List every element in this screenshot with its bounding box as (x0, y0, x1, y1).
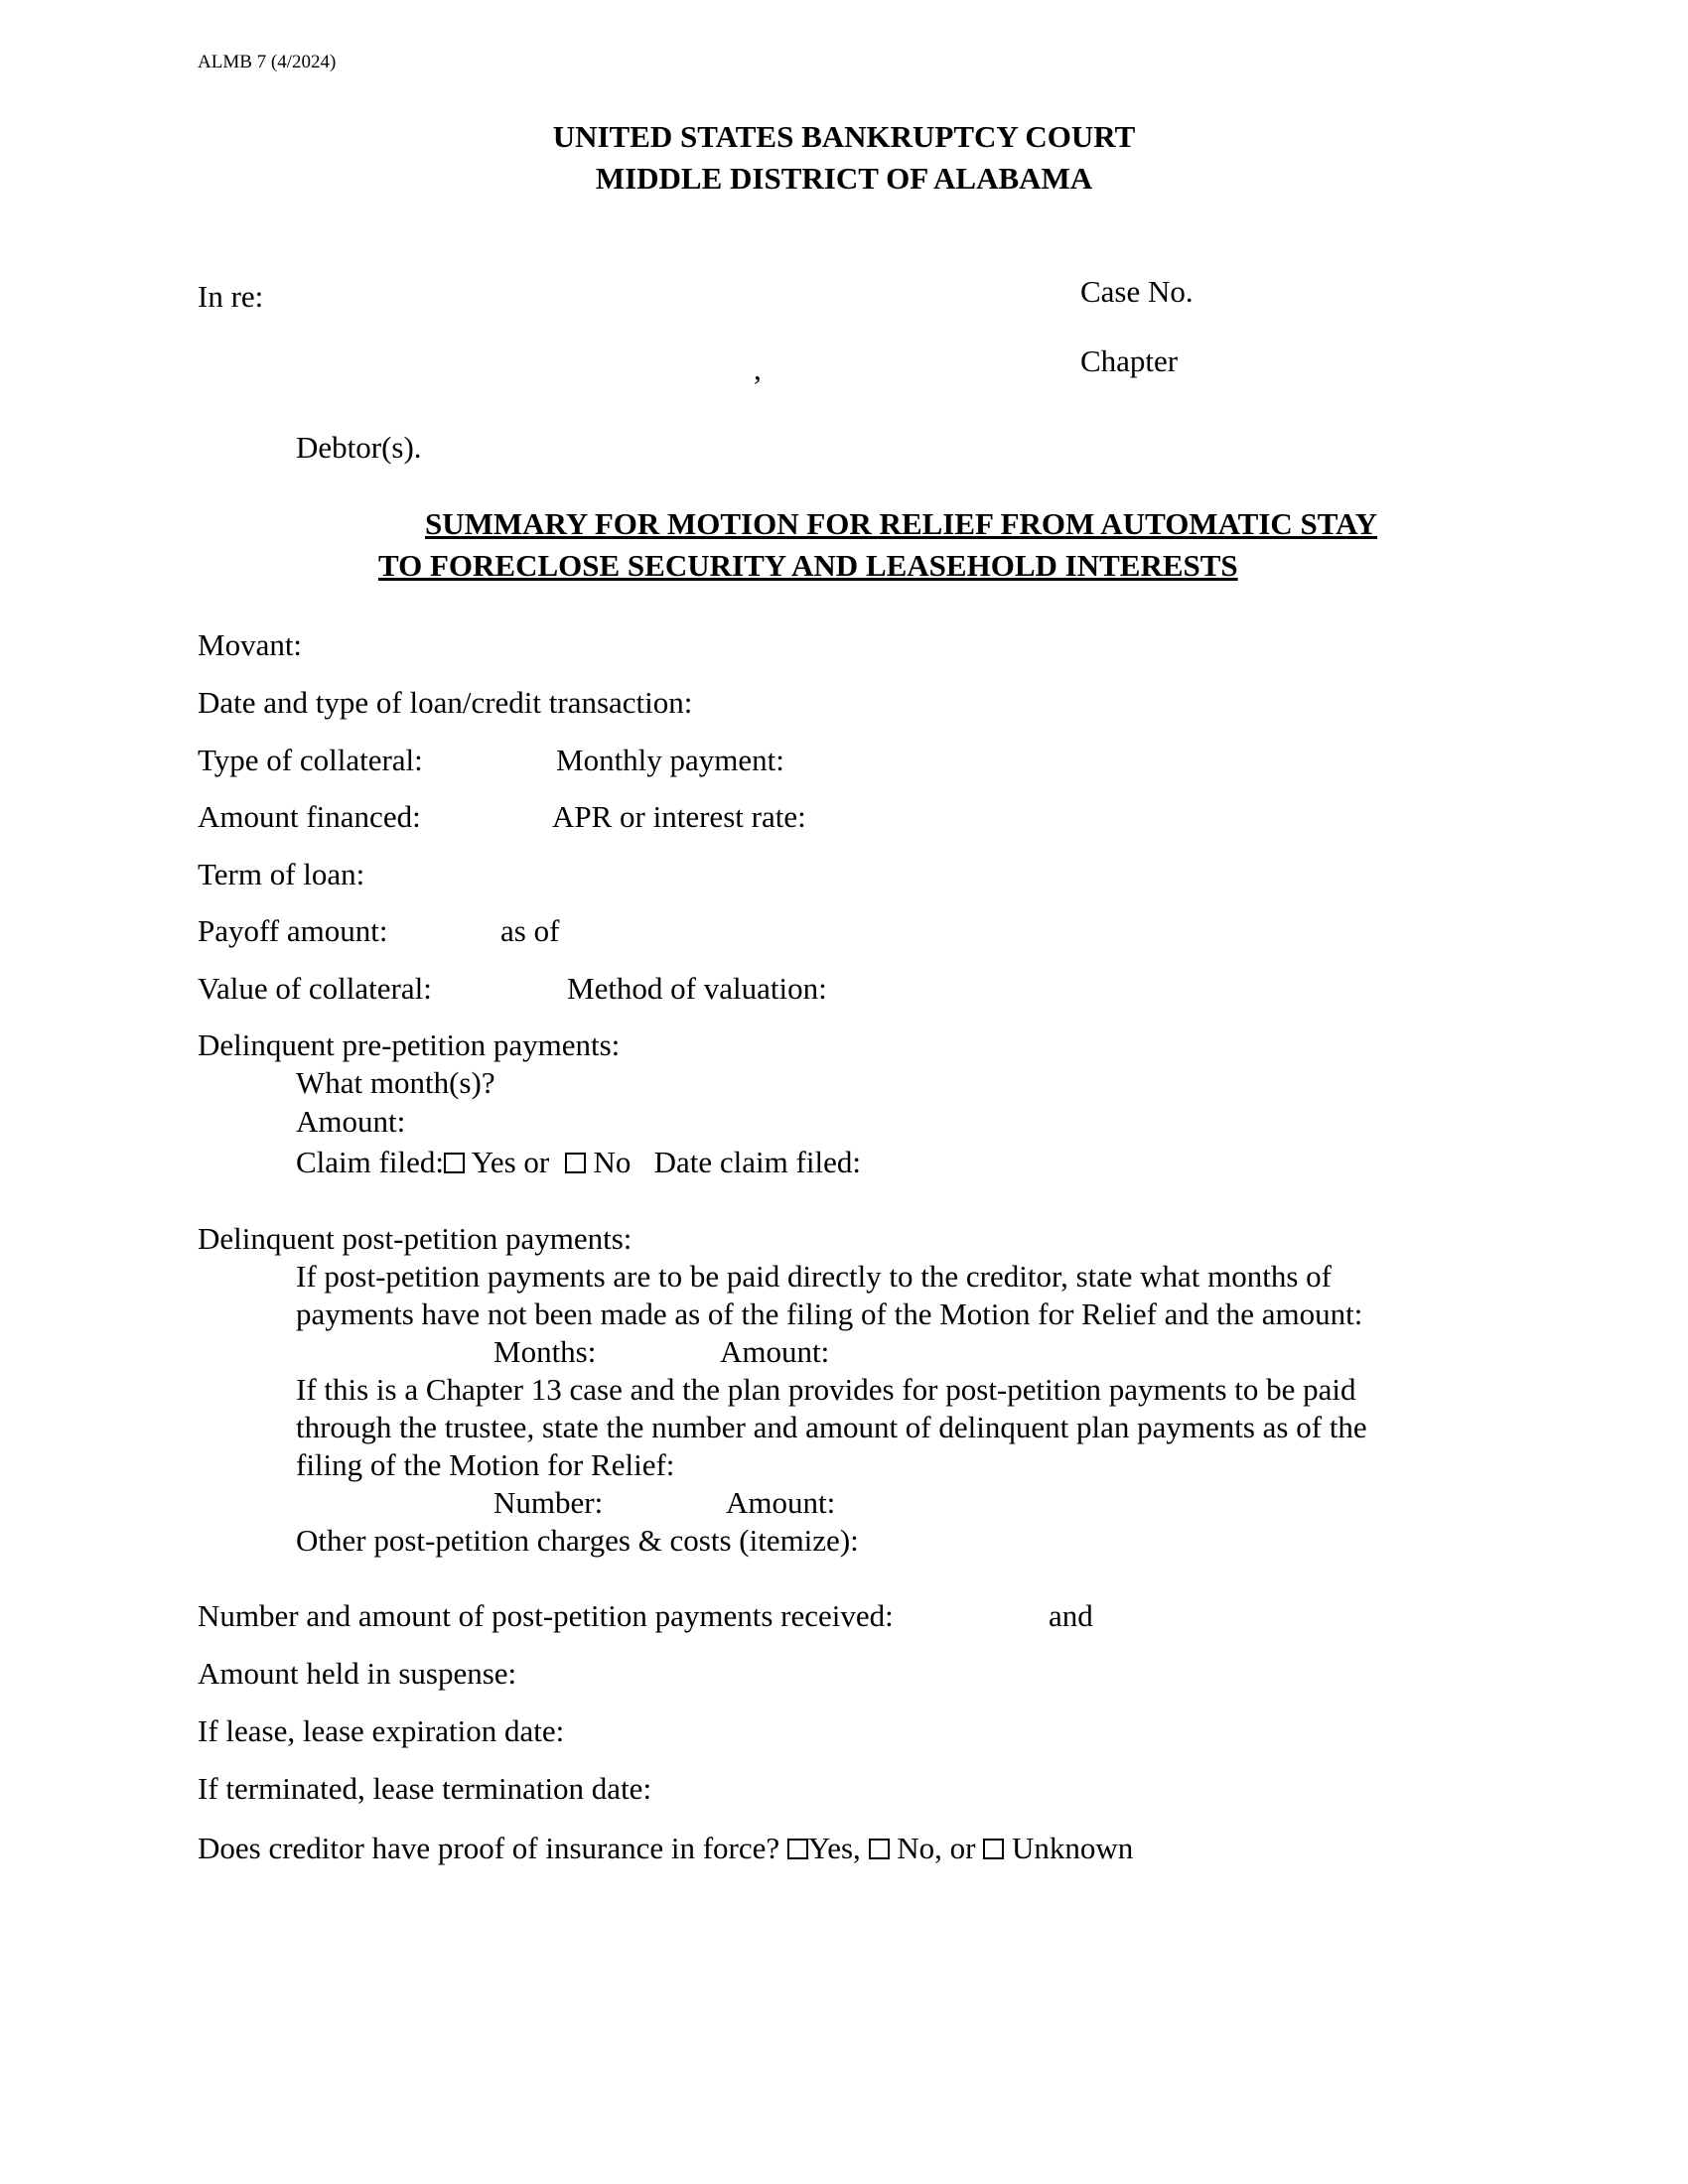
in-re-label: In re: (198, 279, 264, 314)
suspense-label: Amount held in suspense: (198, 1656, 517, 1691)
movant-label: Movant: (198, 627, 303, 662)
claim-no-label: No (593, 1145, 632, 1179)
pre-petition-amount-label: Amount: (296, 1104, 406, 1139)
insurance-yes-checkbox[interactable] (787, 1839, 808, 1859)
chapter-label: Chapter (1080, 343, 1179, 378)
form-id: ALMB 7 (4/2024) (198, 52, 337, 72)
term-label: Term of loan: (198, 857, 365, 891)
pre-petition-heading: Delinquent pre-petition payments: (198, 1027, 621, 1062)
insurance-question: Does creditor have proof of insurance in force? (198, 1831, 780, 1865)
payments-received-label: Number and amount of post-petition payments received: (198, 1598, 894, 1633)
valuation-method-label: Method of valuation: (567, 971, 827, 1006)
post-amount-label-1: Amount: (720, 1334, 830, 1369)
court-name: UNITED STATES BANKRUPTCY COURT (552, 119, 1136, 154)
insurance-row (198, 1831, 1133, 1866)
other-charges-label: Other post-petition charges & costs (itemize): (296, 1523, 859, 1558)
insurance-yes-label: Yes, (807, 1831, 861, 1865)
motion-title-line1: SUMMARY FOR MOTION FOR RELIEF FROM AUTOMATIC STAY (425, 506, 1378, 541)
direct-payment-text-1: If post-petition payments are to be paid directly to the creditor, state what months of (296, 1259, 1332, 1294)
chapter13-text-1: If this is a Chapter 13 case and the plan provides for post-petition payments to be paid (296, 1372, 1356, 1407)
amount-financed-label: Amount financed: (198, 799, 421, 834)
motion-title-line2: TO FORECLOSE SECURITY AND LEASEHOLD INTERESTS (378, 548, 1238, 583)
court-district: MIDDLE DISTRICT OF ALABAMA (595, 161, 1093, 196)
claim-yes-label: Yes or (471, 1145, 550, 1179)
claim-filed-row (296, 1145, 861, 1180)
claim-no-checkbox[interactable] (565, 1153, 586, 1173)
insurance-no-checkbox[interactable] (869, 1839, 890, 1859)
monthly-payment-label: Monthly payment: (556, 743, 784, 777)
date-claim-filed-label: Date claim filed: (653, 1145, 861, 1179)
chapter13-text-3: filing of the Motion for Relief: (296, 1447, 675, 1482)
chapter13-text-2: through the trustee, state the number and amount of delinquent plan payments as of the (296, 1410, 1367, 1444)
insurance-no-label: No, or (897, 1831, 976, 1865)
post-number-label: Number: (493, 1485, 604, 1520)
case-no-label: Case No. (1080, 274, 1194, 309)
claim-yes-checkbox[interactable] (444, 1153, 465, 1173)
insurance-unknown-label: Unknown (1011, 1831, 1134, 1865)
lease-termination-label: If terminated, lease termination date: (198, 1771, 652, 1806)
post-amount-label-2: Amount: (726, 1485, 836, 1520)
collateral-type-label: Type of collateral: (198, 743, 423, 777)
apr-label: APR or interest rate: (552, 799, 806, 834)
insurance-unknown-checkbox[interactable] (983, 1839, 1004, 1859)
loan-date-type-label: Date and type of loan/credit transaction: (198, 685, 693, 720)
lease-expiration-label: If lease, lease expiration date: (198, 1713, 565, 1748)
direct-payment-text-2: payments have not been made as of the filing of the Motion for Relief and the amount: (296, 1297, 1363, 1331)
payoff-label: Payoff amount: (198, 913, 388, 948)
as-of-label: as of (500, 913, 560, 948)
claim-filed-label: Claim filed: (296, 1145, 444, 1179)
pre-petition-months-label: What month(s)? (296, 1065, 495, 1100)
payments-received-and: and (1049, 1598, 1093, 1633)
debtor-label: Debtor(s). (296, 430, 422, 465)
post-petition-heading: Delinquent post-petition payments: (198, 1221, 633, 1256)
collateral-value-label: Value of collateral: (198, 971, 432, 1006)
caption-comma: , (754, 351, 762, 386)
post-months-label: Months: (493, 1334, 597, 1369)
